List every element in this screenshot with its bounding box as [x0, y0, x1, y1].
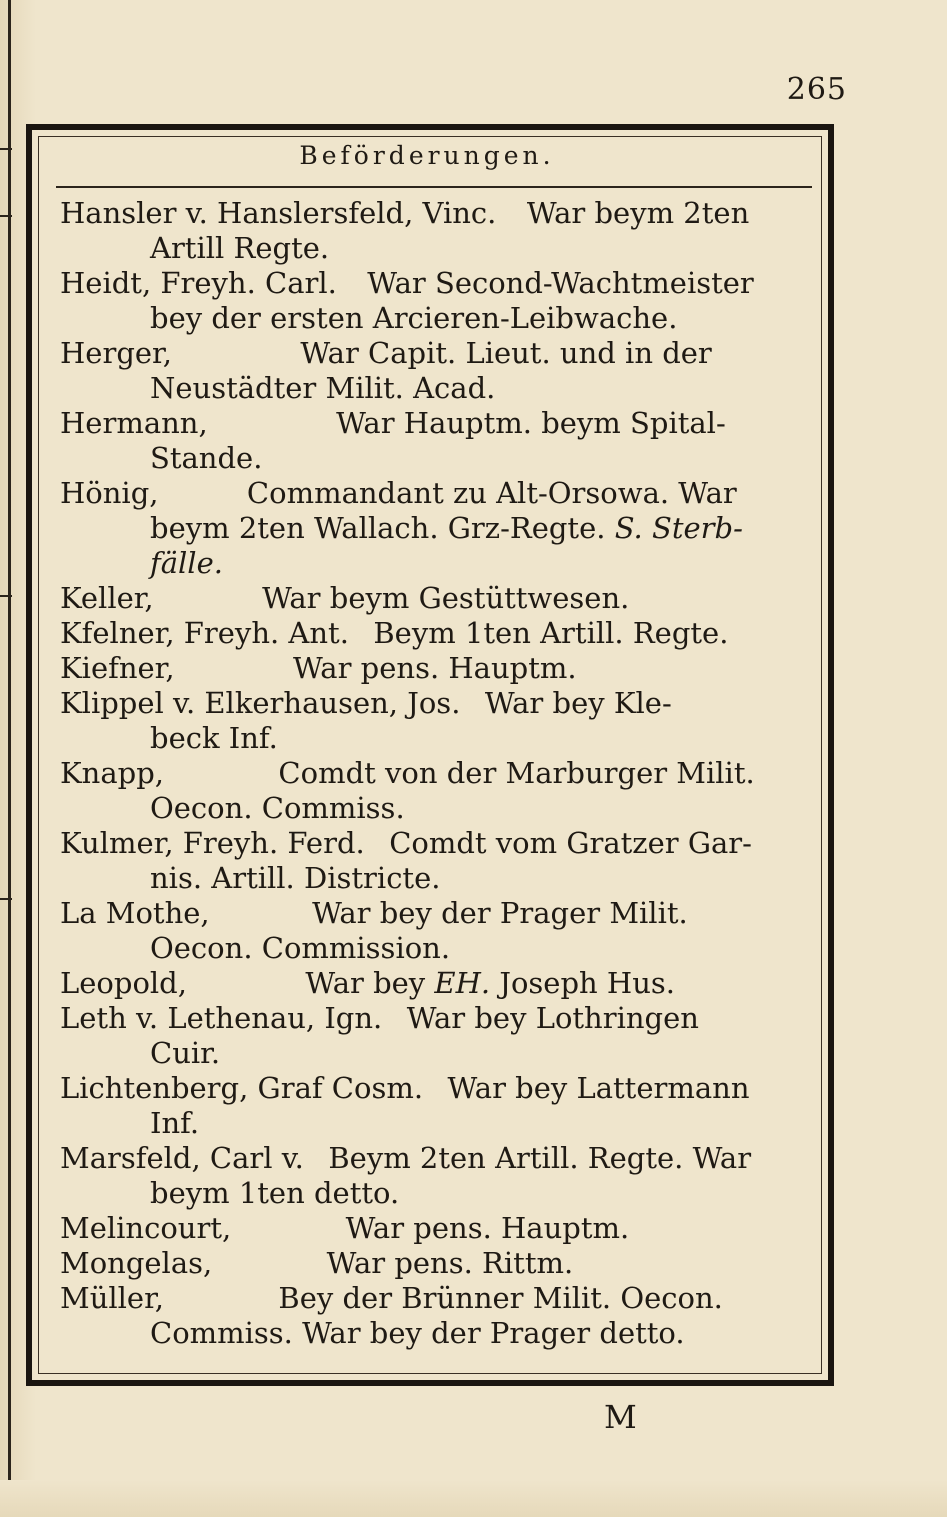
margin-mark [0, 595, 12, 597]
entry-name: Kulmer, Freyh. Ferd. [60, 826, 365, 860]
entry-text: War Second-Wachtmeister [367, 266, 754, 300]
entry-line [60, 896, 804, 931]
entry-name: Knapp, [60, 756, 164, 790]
entry-text: War beym 2ten [526, 196, 750, 230]
entry-continuation: Stande. [150, 441, 263, 475]
entry-continuation: Inf. [150, 1106, 200, 1140]
entry-continuation: bey der ersten Arcieren-Leibwache. [150, 301, 678, 335]
section-heading: Beförderungen. [299, 141, 555, 170]
entry-name: Melincourt, [60, 1211, 232, 1245]
entry-line [60, 581, 804, 616]
page-bottom [0, 1480, 947, 1517]
entry-text: War bey Kle- [484, 686, 672, 720]
entry-text: War beym Gestüttwesen. [262, 581, 630, 615]
entry-line [60, 196, 804, 231]
entry-name: Mongelas, [60, 1246, 213, 1280]
entry-name: Lichtenberg, Graf Cosm. [60, 1071, 424, 1105]
entry-list [60, 196, 804, 1351]
entry-name: Hönig, [60, 476, 159, 510]
cross-reference: S. Sterb- [614, 511, 743, 545]
entry-line [60, 1141, 804, 1176]
entry-name: Heidt, Freyh. Carl. [60, 266, 337, 300]
entry-continuation: Oecon. Commission. [150, 931, 451, 965]
entry-line [60, 1211, 804, 1246]
entry-text: Beym 2ten Artill. Regte. War [328, 1141, 752, 1175]
entry-name: Kiefner, [60, 651, 175, 685]
entry-continuation: Artill Regte. [150, 231, 330, 265]
heading-rule [56, 186, 812, 188]
entry-text: War pens. Hauptm. [345, 1211, 630, 1245]
entry-text: Comdt vom Gratzer Gar- [389, 826, 752, 860]
entry-continuation: beym 2ten Wallach. Grz-Regte. S. Sterb- [150, 511, 743, 545]
entry-text: War bey [305, 966, 426, 1000]
entry-name: Keller, [60, 581, 154, 615]
margin-mark [0, 898, 12, 900]
entry-text: Joseph Hus. [499, 966, 675, 1000]
margin-mark [0, 215, 12, 217]
entry-text: War bey Lattermann [447, 1071, 750, 1105]
entry-text: Bey der Brünner Milit. Oecon. [278, 1281, 723, 1315]
entry-line [60, 406, 804, 441]
entry-name: Leth v. Lethenau, Ign. [60, 1001, 383, 1035]
entry-line [60, 266, 804, 301]
entry-continuation: beck Inf. [150, 721, 278, 755]
entry-text: War pens. Rittm. [326, 1246, 574, 1280]
entry-line [60, 826, 804, 861]
entry-text: Beym 1ten Artill. Regte. [373, 616, 729, 650]
entry-continuation: Cuir. [150, 1036, 221, 1070]
page-number: 265 [786, 72, 847, 107]
entry-text: War bey der Prager Milit. [312, 896, 688, 930]
entry-text: Comdt von der Marburger Milit. [278, 756, 755, 790]
entry-line [60, 1246, 804, 1281]
margin-mark [0, 148, 12, 150]
entry-line [60, 756, 804, 791]
entry-name: La Mothe, [60, 896, 210, 930]
binding-edge [8, 0, 11, 1517]
entry-line [60, 1071, 804, 1106]
entry-continuation: Neustädter Milit. Acad. [150, 371, 496, 405]
entry-text: War bey Lothringen [406, 1001, 699, 1035]
entry-name: Leopold, [60, 966, 187, 1000]
entry-continuation: nis. Artill. Districte. [150, 861, 441, 895]
entry-name: Kfelner, Freyh. Ant. [60, 616, 349, 650]
entry-line [60, 966, 804, 1001]
entry-line [60, 1001, 804, 1036]
entry-name: Klippel v. Elkerhausen, Jos. [60, 686, 461, 720]
entry-continuation: Commiss. War bey der Prager detto. [150, 1316, 685, 1350]
entry-continuation: Oecon. Commiss. [150, 791, 405, 825]
entry-text: War pens. Hauptm. [293, 651, 577, 685]
entry-line [60, 1281, 804, 1316]
entry-italic-abbrev: EH. [434, 966, 491, 1000]
entry-line [60, 651, 804, 686]
entry-continuation: beym 1ten detto. [150, 1176, 400, 1210]
entry-line [60, 336, 804, 371]
entry-name: Hansler v. Hanslersfeld, Vinc. [60, 196, 497, 230]
catchword: M [604, 1398, 637, 1436]
entry-text: War Capit. Lieut. und in der [300, 336, 712, 370]
entry-text: War Hauptm. beym Spital- [336, 406, 726, 440]
entry-line [60, 476, 804, 511]
entry-name: Marsfeld, Carl v. [60, 1141, 304, 1175]
entry-text: Commandant zu Alt-Orsowa. War [246, 476, 737, 510]
cross-reference-continuation: fälle. [150, 546, 223, 580]
entry-name: Herger, [60, 336, 172, 370]
entry-name: Müller, [60, 1281, 164, 1315]
entry-line [60, 686, 804, 721]
entry-line [60, 616, 804, 651]
entry-name: Hermann, [60, 406, 208, 440]
